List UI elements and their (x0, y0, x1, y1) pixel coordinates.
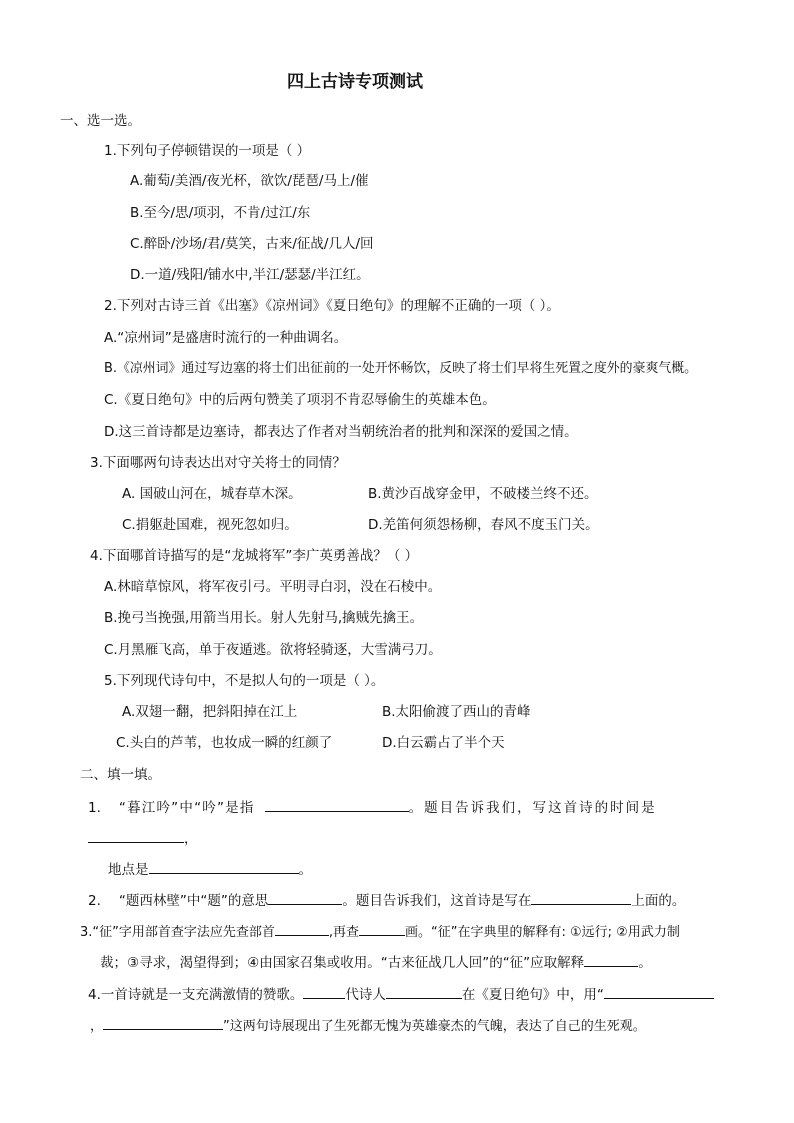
fill-question-2-text-a: “题西林壁”中“题”的意思 (118, 893, 269, 909)
fill-question-3-text-e: 。 (638, 955, 652, 971)
fill-question-2-text-c: 上面的。 (631, 893, 686, 909)
section-heading-1: 一、选一选。 (60, 113, 141, 129)
answer-blank-4d[interactable] (103, 1015, 223, 1030)
fill-question-1-number: 1. (88, 800, 101, 816)
fill-question-3-text-b: ,再查 (328, 925, 360, 940)
question-2-option-c: C.《夏日绝句》中的后两句赞美了项羽不肯忍辱偷生的英雄本色。 (104, 392, 496, 408)
answer-blank-1b[interactable] (88, 828, 184, 843)
fill-question-4-text-e: ”这两句诗展现出了生死都无愧为英雄豪杰的气魄，表达了自己的生死观。 (223, 1019, 646, 1034)
question-4-stem: 4.下面哪首诗描写的是“龙城将军”李广英勇善战？（ ） (90, 548, 419, 564)
answer-blank-1c[interactable] (149, 859, 299, 874)
fill-question-3-text-d: 裁；③寻求，渴望得到；④由国家召集或收用。“古来征战几人回”的“征”应取解释 (100, 955, 585, 971)
answer-blank-1a[interactable] (265, 797, 409, 812)
answer-blank-4b[interactable] (386, 984, 462, 999)
question-3-stem: 3.下面哪两句诗表达出对守关将士的同情？ (90, 455, 346, 471)
question-4-option-a: A.林暗草惊风，将军夜引弓。平明寻白羽，没在石棱中。 (104, 579, 442, 595)
answer-blank-3c[interactable] (584, 952, 638, 967)
question-1-stem: 1.下列句子停顿错误的一项是（ ） (104, 143, 311, 159)
question-2-stem: 2.下列对古诗三首《出塞》《凉州词》《夏日绝句》的理解不正确的一项（ ）。 (104, 298, 560, 314)
question-5-option-b: B.太阳偷渡了西山的青峰 (382, 704, 531, 720)
fill-question-4-text-c: 在《夏日绝句》中，用“ (461, 987, 604, 1003)
question-1-option-c: C.醉卧/沙场/君/莫笑，古来/征战/几人/回 (130, 236, 374, 252)
question-1-option-d: D.一道/残阳/铺水中,半江/瑟瑟/半江红。 (130, 267, 370, 283)
fill-question-1-line-3 (108, 859, 312, 879)
fill-question-3-line-1 (80, 921, 680, 942)
fill-question-4-line-2 (90, 1015, 646, 1036)
question-1-option-b: B.至今/思/项羽，不肯/过江/东 (130, 205, 311, 221)
answer-blank-2a[interactable] (268, 890, 342, 905)
question-3-option-b: B.黄沙百战穿金甲，不破楼兰终不还。 (368, 486, 598, 502)
fill-question-1-text-d: 地点是 (108, 862, 149, 878)
question-5-option-a: A.双翅一翻，把斜阳掉在江上 (122, 704, 298, 720)
question-2-option-a: A.“凉州词”是盛唐时流行的一种曲调名。 (104, 330, 348, 346)
answer-blank-4a[interactable] (303, 984, 345, 999)
fill-question-4-text-a: 4.一首诗就是一支充满激情的赞歌。 (88, 987, 304, 1003)
fill-question-2-number: 2. (88, 893, 101, 909)
fill-question-3-text-a: 3.“征”字用部首查字法应先查部首 (80, 925, 275, 940)
fill-question-1-text-a: “暮江吟”中“吟”是指 (118, 800, 255, 816)
fill-question-1-line-2 (88, 828, 198, 848)
fill-question-4-text-b: 代诗人 (345, 987, 386, 1003)
fill-question-4-text-d: ， (90, 1019, 104, 1034)
question-5-option-d: D.白云霸占了半个天 (382, 735, 505, 751)
fill-question-3-text-c: 画。“征”在字典里的解释有: ①远行; ②用武力制 (405, 925, 680, 940)
question-5-option-c: C.头白的芦苇，也妆成一瞬的红颜了 (116, 735, 333, 751)
fill-question-4-line-1 (88, 984, 714, 1004)
fill-question-1-line-1 (88, 797, 657, 817)
question-4-option-b: B.挽弓当挽强,用箭当用长。射人先射马,擒贼先擒王。 (104, 610, 424, 626)
question-3-option-d: D.羌笛何须怨杨柳，春风不度玉门关。 (368, 517, 599, 533)
fill-question-1-text-e: 。 (298, 862, 312, 878)
question-3-option-c: C.捐躯赴国难，视死忽如归。 (122, 517, 298, 533)
question-4-option-c: C.月黑雁飞高，单于夜遁逃。欲将轻骑逐，大雪满弓刀。 (104, 642, 442, 658)
question-1-option-a: A.葡萄/美酒/夜光杯，欲饮/琵琶/马上/催 (130, 173, 369, 189)
answer-blank-2b[interactable] (531, 890, 631, 905)
fill-question-2-line (88, 890, 685, 910)
fill-question-1-text-b: 。题目告诉我们，写这首诗的时间是 (408, 800, 657, 816)
page-title: 四上古诗专项测试 (287, 72, 423, 92)
fill-question-1-text-c: ， (184, 831, 198, 847)
question-2-option-b: B.《凉州词》通过写边塞的将士们出征前的一处开怀畅饮，反映了将士们早将生死置之度外的豪爽气概。 (104, 361, 698, 376)
question-5-stem: 5.下列现代诗句中，不是拟人句的一项是（ ）。 (104, 673, 385, 689)
answer-blank-4c[interactable] (604, 984, 714, 999)
question-3-option-a: A. 国破山河在，城春草木深。 (122, 486, 302, 502)
fill-question-3-line-2 (100, 952, 652, 972)
section-heading-2: 二、填一填。 (80, 767, 161, 783)
answer-blank-3b[interactable] (359, 921, 405, 936)
question-2-option-d: D.这三首诗都是边塞诗，都表达了作者对当朝统治者的批判和深深的爱国之情。 (104, 424, 578, 440)
answer-blank-3a[interactable] (275, 921, 329, 936)
fill-question-2-text-b: 。题目告诉我们，这首诗是写在 (342, 893, 532, 909)
